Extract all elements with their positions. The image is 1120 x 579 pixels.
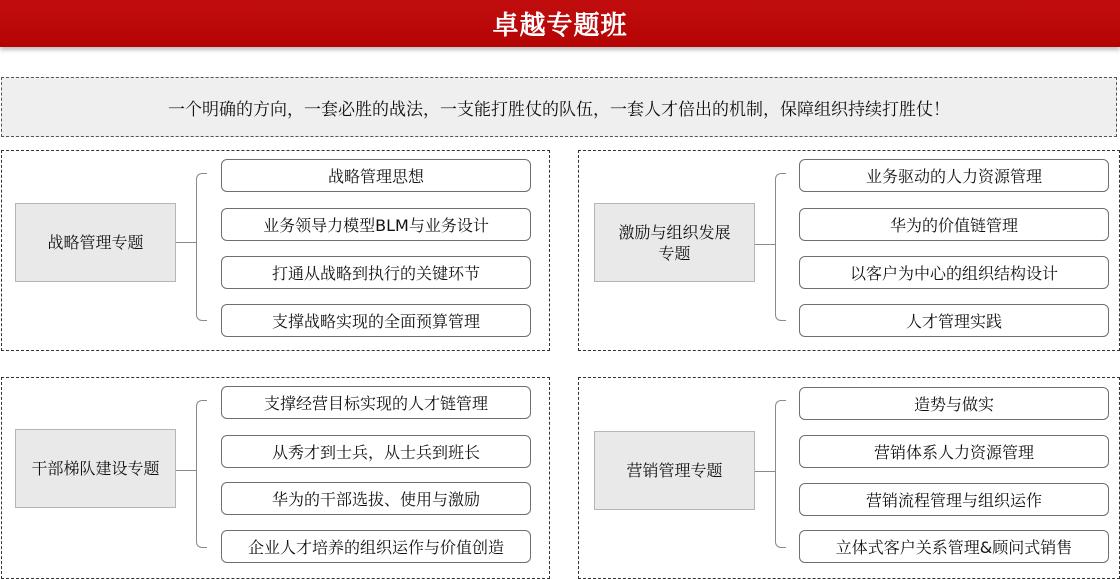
item-scholar-to-soldier[interactable] xyxy=(221,435,531,468)
item-business-driven-hr[interactable] xyxy=(799,159,1109,192)
slogan-box xyxy=(1,77,1117,137)
item-label: 营销流程管理与组织运作 xyxy=(865,491,1042,510)
item-label: 人才管理实践 xyxy=(905,312,1002,331)
item-label: 华为的价值链管理 xyxy=(889,216,1018,235)
bracket xyxy=(196,400,207,548)
bracket xyxy=(196,173,207,321)
topic-strategy-management xyxy=(15,203,176,282)
item-label: 以客户为中心的组织结构设计 xyxy=(849,264,1058,283)
item-label: 战略管理思想 xyxy=(327,167,424,186)
item-marketing-hr[interactable] xyxy=(799,435,1109,468)
item-label: 企业人才培养的组织运作与价值创造 xyxy=(247,538,504,557)
topic-label: 营销管理专题 xyxy=(626,461,723,480)
topic-label-line2: 专题 xyxy=(658,243,691,263)
item-talent-chain[interactable] xyxy=(221,386,531,419)
connector xyxy=(755,244,775,245)
item-customer-centric-org[interactable] xyxy=(799,256,1109,289)
item-marketing-process[interactable] xyxy=(799,483,1109,516)
topic-label: 战略管理专题 xyxy=(47,233,144,252)
header-banner xyxy=(0,0,1120,47)
item-label: 造势与做实 xyxy=(913,395,994,414)
item-blm-business-design[interactable] xyxy=(221,208,531,241)
topic-label-line1: 激励与组织发展 xyxy=(618,222,731,242)
item-label: 从秀才到士兵，从士兵到班长 xyxy=(271,443,480,462)
item-value-chain-management[interactable] xyxy=(799,208,1109,241)
topic-cadre-pipeline xyxy=(15,429,176,508)
topic-marketing-management xyxy=(594,431,755,510)
item-label: 打通从战略到执行的关键环节 xyxy=(271,264,480,283)
bracket xyxy=(775,400,786,548)
item-label: 业务领导力模型BLM与业务设计 xyxy=(263,216,489,235)
item-label: 支撑战略实现的全面预算管理 xyxy=(271,312,480,331)
item-comprehensive-budget[interactable] xyxy=(221,304,531,337)
topic-incentive-org-development xyxy=(594,203,755,282)
connector xyxy=(755,471,775,472)
item-label: 立体式客户关系管理&顾问式销售 xyxy=(835,538,1073,557)
slogan-text: 一个明确的方向，一套必胜的战法，一支能打胜仗的队伍，一套人才倍出的机制，保障组织持续打胜仗！ xyxy=(168,99,950,120)
item-label: 业务驱动的人力资源管理 xyxy=(865,167,1042,186)
bracket xyxy=(775,173,786,321)
item-label: 营销体系人力资源管理 xyxy=(873,443,1034,462)
page-title: 卓越专题班 xyxy=(492,11,628,41)
item-strategy-to-execution[interactable] xyxy=(221,256,531,289)
item-momentum-execution[interactable] xyxy=(799,387,1109,420)
item-cadre-selection[interactable] xyxy=(221,482,531,515)
connector xyxy=(176,470,196,471)
item-customer-relationship[interactable] xyxy=(799,530,1109,563)
item-label: 支撑经营目标实现的人才链管理 xyxy=(263,394,488,413)
item-talent-cultivation[interactable] xyxy=(221,530,531,563)
item-label: 华为的干部选拔、使用与激励 xyxy=(271,490,480,509)
item-strategy-thinking[interactable] xyxy=(221,159,531,192)
connector xyxy=(176,242,196,243)
item-talent-management[interactable] xyxy=(799,304,1109,337)
topic-label: 干部梯队建设专题 xyxy=(31,459,160,478)
